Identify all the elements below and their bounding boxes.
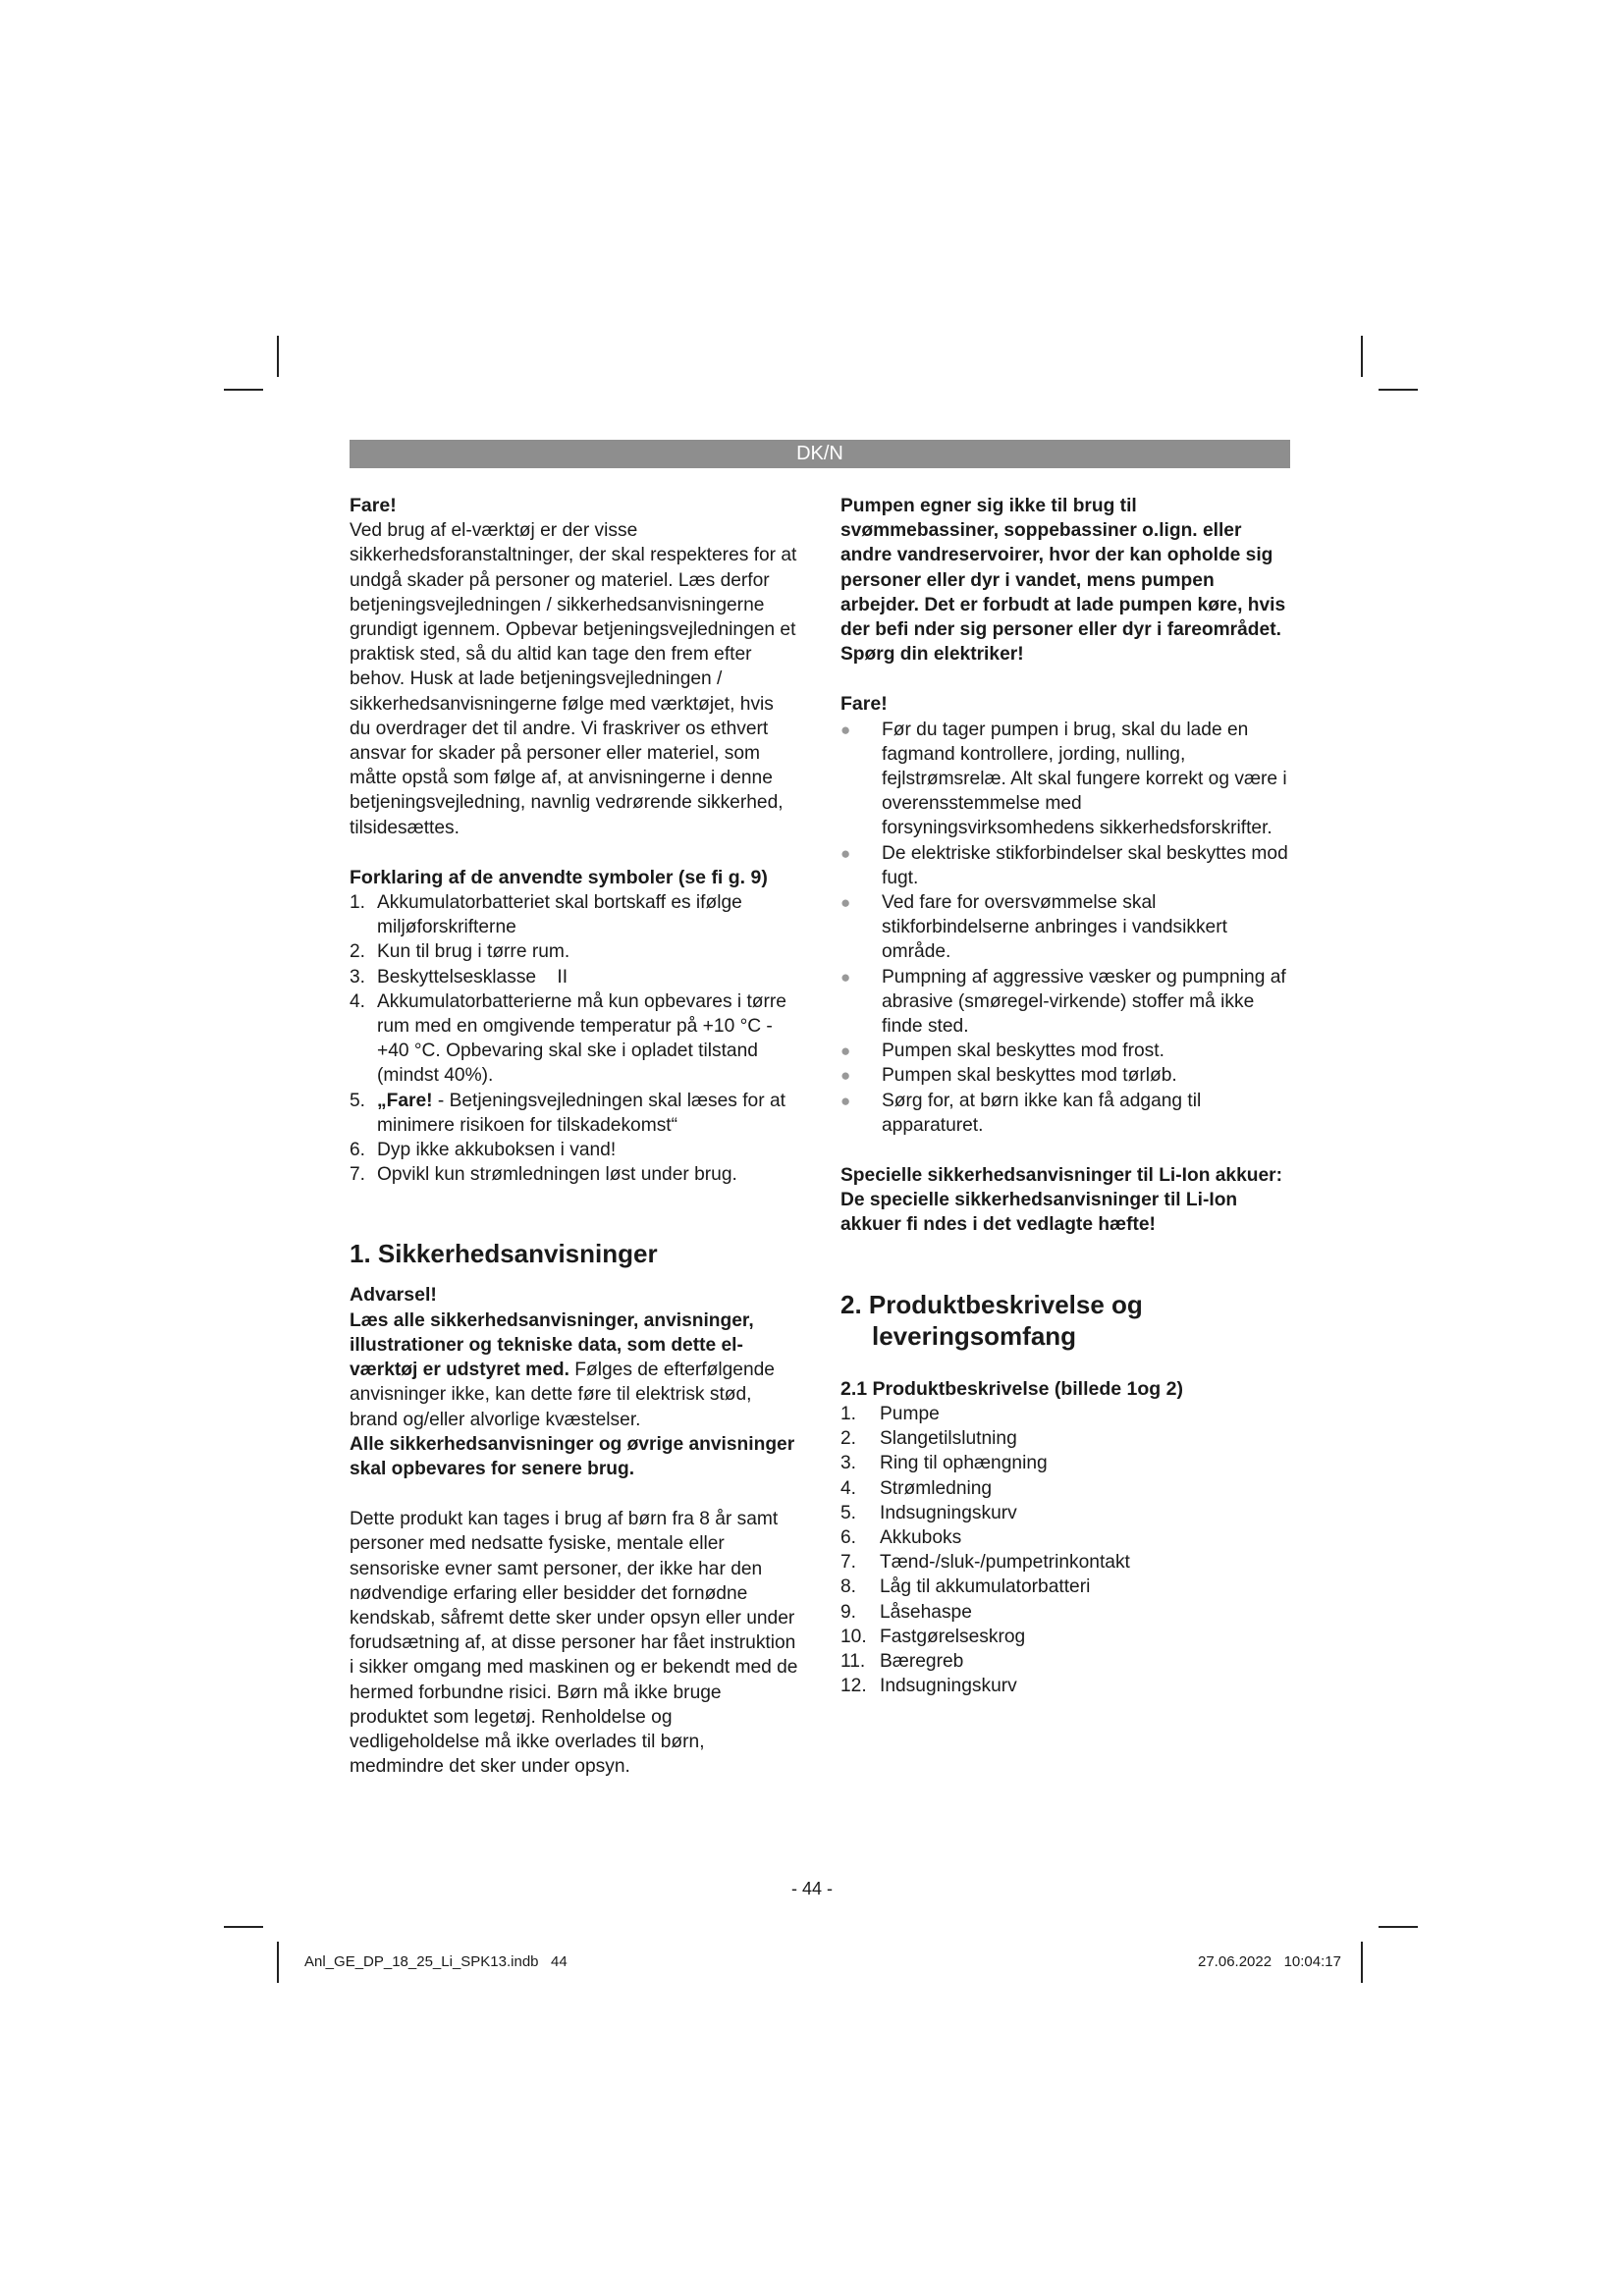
liion-note: De specielle sikkerhedsanvisninger til Li-Ion akkuer fi ndes i det vedlagte hæfte! xyxy=(840,1190,1238,1236)
parts-list xyxy=(840,1402,1292,1698)
language-header: DK/N xyxy=(350,440,1290,468)
list-item: 6. Akkuboks xyxy=(840,1526,962,1548)
list-item: ● Sørg for, at børn ikke kan få adgang til apparaturet. xyxy=(840,1090,1202,1136)
children-paragraph: Dette produkt kan tages i brug af børn fra 8 år samt personer med nedsatte fysiske, mentale eller sensoriske evner samt personer, der ikke har den nødvendige erfaring eller besidder det fornødne kendskab, såfremt dette sker under opsyn eller under forudsætning af, at disse personer har fået instruktion i sikker omgang med maskinen og er bekendt med de hermed forbundne risici. Børn må ikke bruge produktet som legetøj. Renholdelse og vedligeholdelse må ikke overlades til børn, medmindre det sker under opsyn. xyxy=(350,1509,798,1778)
crop-mark xyxy=(1379,1926,1418,1928)
list-item: 3. Ring til ophængning xyxy=(840,1453,1048,1474)
crop-mark xyxy=(277,336,279,377)
bullet-icon: ● xyxy=(840,843,851,863)
list-item: 5. Indsugningskurv xyxy=(840,1502,1017,1523)
list-item: 10. Fastgørelseskrog xyxy=(840,1626,1026,1647)
print-timestamp: 27.06.2022 10:04:17 xyxy=(1198,1953,1341,1970)
page-number: - 44 - xyxy=(790,1879,833,1898)
left-column xyxy=(350,494,799,1779)
bullet-icon: ● xyxy=(840,1091,851,1110)
list-item: ● Ved fare for oversvømmelse skal stikforbindelserne anbringes i vandsikkert område. xyxy=(840,892,1227,963)
section-1-title: 1. Sikkerhedsanvisninger xyxy=(350,1239,658,1269)
list-item: 4. Akkumulatorbatterierne må kun opbevares i tørre rum med en omgivende temperatur på +10 °C - +40 °C. Opbevaring skal ske i opladet tilstand (mindst 40%). xyxy=(350,990,786,1087)
crop-mark xyxy=(277,1942,279,1983)
pool-warning: Pumpen egner sig ikke til brug til svømmebassiner, soppebassiner o.lign. eller andre vandreservoirer, hvor der kan opholde sig personer eller dyr i vandet, mens pumpen arbejder. Det er forbudt at lade pumpen køre, hvis der befi nder sig personer eller dyr i fareområdet. Spørg din elektriker! xyxy=(840,496,1286,666)
section-2-title: 2. Produktbeskrivelse og leveringsomfang xyxy=(840,1289,1143,1351)
list-item: ● Pumpning af aggressive væsker og pumpning af abrasive (smøregel-virkende) stoffer må ikke finde sted. xyxy=(840,966,1286,1038)
list-item: 3. Beskyttelsesklasse II xyxy=(350,966,568,988)
list-item: ● De elektriske stikforbindelser skal beskyttes mod fugt. xyxy=(840,842,1288,888)
crop-mark xyxy=(1361,336,1363,377)
subsection-2-1-title: 2.1 Produktbeskrivelse (billede 1og 2) xyxy=(840,1377,1183,1400)
list-item: 4. Strømledning xyxy=(840,1477,993,1499)
advarsel-heading: Advarsel! xyxy=(350,1284,437,1307)
advarsel-paragraph: Læs alle sikkerhedsanvisninger, anvisninger, illustrationer og tekniske data, som dette el-værktøj er udstyret med. Følges de efterfølgende anvisninger ikke, kan dette føre til elektrisk stød, brand og/eller alvorlige kvæstelser. xyxy=(350,1309,775,1430)
list-item: ● Pumpen skal beskyttes mod tørløb. xyxy=(840,1063,1292,1088)
list-item: 6. Dyp ikke akkuboksen i vand! xyxy=(350,1140,617,1161)
list-item: ● Pumpen skal beskyttes mod frost. xyxy=(840,1039,1292,1063)
bullet-icon: ● xyxy=(840,967,851,987)
safety-bullets xyxy=(840,718,1292,1138)
crop-mark xyxy=(1361,1942,1363,1983)
symbols-list xyxy=(350,890,799,1187)
list-item: 5. „Fare! - Betjeningsvejledningen skal læses for at minimere risikoen for tilskadekomst“ xyxy=(350,1090,785,1136)
bullet-icon: ● xyxy=(840,1041,851,1061)
list-item: 2. Slangetilslutning xyxy=(840,1428,1017,1450)
crop-mark xyxy=(224,389,263,391)
crop-mark xyxy=(1379,389,1418,391)
list-item: 1. Pumpe xyxy=(840,1403,940,1424)
advarsel-keep-note: Alle sikkerhedsanvisninger og øvrige anvisninger skal opbevares for senere brug. xyxy=(350,1433,795,1479)
fare-heading: Fare! xyxy=(350,495,397,516)
bullet-icon: ● xyxy=(840,893,851,913)
bullet-icon: ● xyxy=(840,1066,851,1086)
fare-paragraph: Ved brug af el-værktøj er der visse sikkerhedsforanstaltninger, der skal respekteres for at undgå skader på personer og materiel. Læs derfor betjeningsvejledningen / sikkerhedsanvisningerne grundigt igennem. Opbevar betjeningsvejledningen et praktisk sted, så du altid kan tage den frem efter behov. Husk at lade betjeningsvejledningen / sikkerhedsanvisningerne følge med værktøjet, hvis du overdrager det til andre. Vi fraskriver os ethvert ansvar for skader på personer eller materiel, som måtte opstå som følge af, at anvisningerne i denne betjeningsvejledning, navnlig vedrørende sikkerhed, tilsidesættes. xyxy=(350,520,797,838)
list-item: ● Før du tager pumpen i brug, skal du lade en fagmand kontrollere, jording, nulling, fejlstrømsrelæ. Alt skal fungere korrekt og være i overensstemmelse med forsyningsvirksomhedens sikkerhedsforskrifter. xyxy=(840,719,1287,839)
crop-mark xyxy=(224,1926,263,1928)
list-item: 2. Kun til brug i tørre rum. xyxy=(350,941,570,963)
symbols-heading: Forklaring af de anvendte symboler (se fi g. 9) xyxy=(350,866,768,888)
list-item: 7. Tænd-/sluk-/pumpetrinkontakt xyxy=(840,1552,1130,1574)
file-info: Anl_GE_DP_18_25_Li_SPK13.indb 44 xyxy=(304,1953,568,1970)
list-item: 9. Låsehaspe xyxy=(840,1601,972,1623)
list-item: 12. Indsugningskurv xyxy=(840,1676,1017,1697)
list-item: 7. Opvikl kun strømledningen løst under brug. xyxy=(350,1164,737,1186)
list-item: 11. Bæregreb xyxy=(840,1650,964,1672)
bullet-icon: ● xyxy=(840,720,851,739)
liion-heading: Specielle sikkerhedsanvisninger til Li-Ion akkuer: xyxy=(840,1165,1283,1187)
list-item: 1. Akkumulatorbatteriet skal bortskaff es ifølge miljøforskrifterne xyxy=(350,892,742,938)
right-column xyxy=(840,494,1292,1698)
fare-heading-right: Fare! xyxy=(840,693,888,716)
list-item: 8. Låg til akkumulatorbatteri xyxy=(840,1576,1091,1598)
